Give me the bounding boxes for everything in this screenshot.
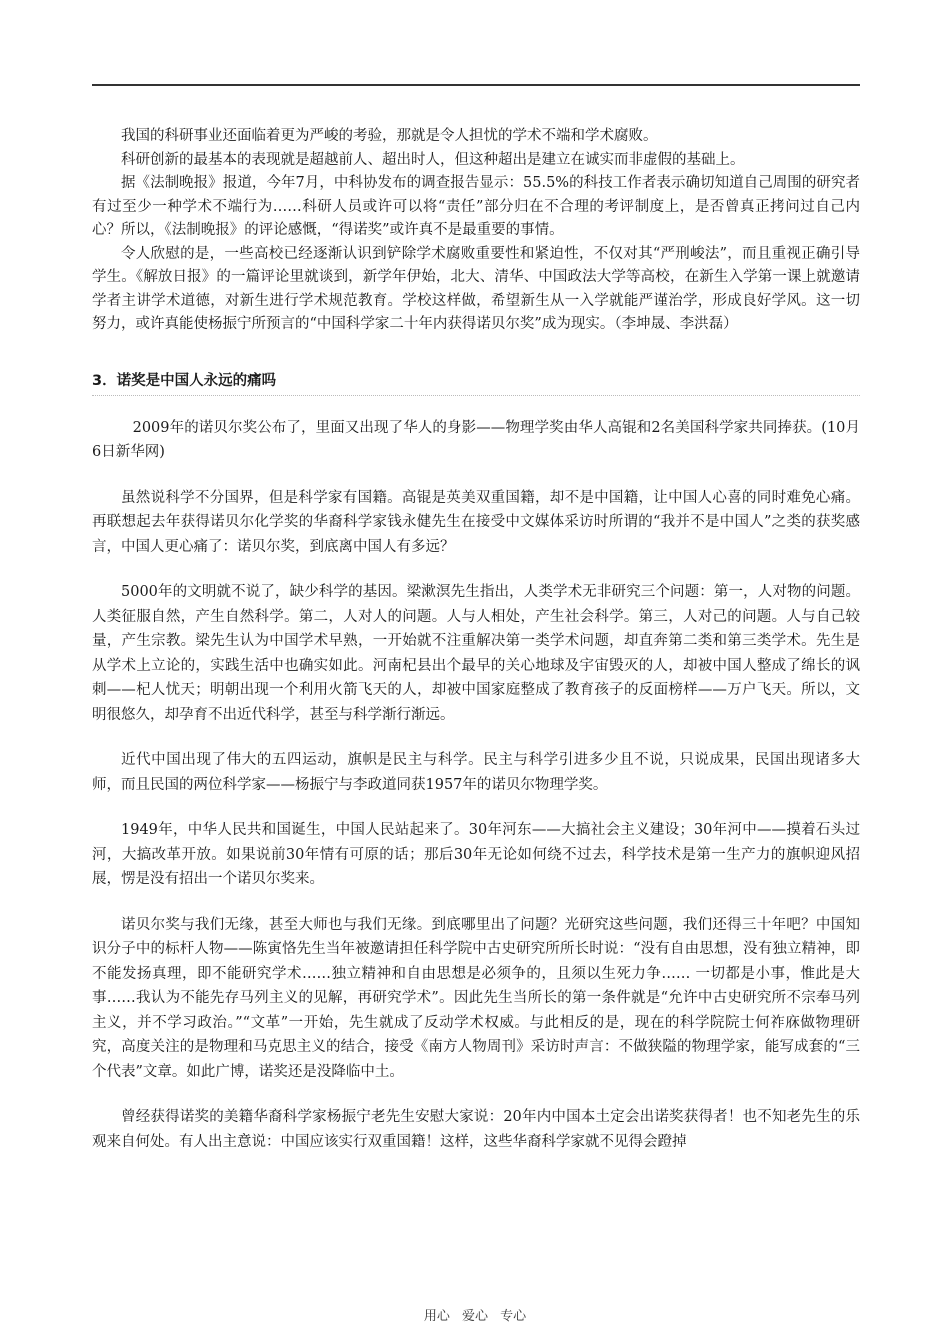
intro-paragraph: 据《法制晚报》报道，今年7月，中科协发布的调查报告显示：55.5%的科技工作者表示确切知道自己周围的研究者有过至少一种学术不端行为……科研人员或许可以将“责任”部分归在不合理的考评制度上，是否曾真正拷问过自己内心？所以，《法制晚报》的评论感慨，“得诺奖”或许真不是最重要的事情。 — [92, 175, 860, 238]
article-paragraph: 5000年的文明就不说了，缺少科学的基因。梁漱溟先生指出，人类学术无非研究三个问题：第一，人对物的问题。人类征服自然，产生自然科学。第二，人对人的问题。人与人相处，产生社会科学。第三，人对己的问题。人与自己较量，产生宗教。梁先生认为中国学术早熟，一开始就不注重解决第一类学术问题，却直奔第二类和第三类学术。先生是从学术上立论的，实践生活中也确实如此。河南杞县出个最早的关心地球及宇宙毁灭的人，却被中国人整成了绵长的讽刺——杞人忧天；明朝出现一个利用火箭飞天的人，却被中国家庭整成了教育孩子的反面榜样——万户飞天。所以，文明很悠久，却孕育不出近代科学，甚至与科学渐行渐远。 — [92, 584, 860, 723]
header-rule — [92, 84, 860, 86]
article-paragraph: 2009年的诺贝尔奖公布了，里面又出现了华人的身影——物理学奖由华人高锟和2名美国科学家共同捧获。(10月6日新华网) — [92, 419, 860, 460]
article-block — [92, 416, 860, 1155]
article-paragraph: 曾经获得诺奖的美籍华裔科学家杨振宁老先生安慰大家说：20年内中国本土定会出诺奖获得者！也不知老先生的乐观来自何处。有人出主意说：中国应该实行双重国籍！这样，这些华裔科学家就不见得会蹬掉 — [92, 1109, 860, 1150]
article-paragraph: 诺贝尔奖与我们无缘，甚至大师也与我们无缘。到底哪里出了问题？光研究这些问题，我们还得三十年吧？中国知识分子中的标杆人物——陈寅恪先生当年被邀请担任科学院中古史研究所所长时说：“没有自由思想，没有独立精神，即不能发扬真理，即不能研究学术……独立精神和自由思想是必须争的，且须以生死力争…… 一切都是小事，惟此是大事……我认为不能先存马列主义的见解，再研究学术”。因此先生当所长的第一条件就是“允许中古史研究所不宗奉马列主义，并不学习政治。”“文革”一开始，先生就成了反动学术权威。与此相反的是，现在的科学院院士何祚庥做物理研究，高度关注的是物理和马克思主义的结合，接受《南方人物周刊》采访时声言：不做狭隘的物理学家，能写成套的“三个代表”文章。如此广博，诺奖还是没降临中土。 — [92, 916, 860, 1080]
intro-paragraph: 令人欣慰的是，一些高校已经逐渐认识到铲除学术腐败重要性和紧迫性，不仅对其“严刑峻法”，而且重视正确引导学生。《解放日报》的一篇评论里就谈到，新学年伊始，北大、清华、中国政法大学等高校，在新生入学第一课上就邀请学者主讲学术道德，对新生进行学术规范教育。学校这样做，希望新生从一入学就能严谨治学，形成良好学风。这一切努力，或许真能使杨振宁所预言的“中国科学家二十年内获得诺贝尔奖”成为现实。（李坤晟、李洪磊） — [92, 245, 860, 332]
section-heading: 3．诺奖是中国人永远的痛吗 — [92, 371, 860, 396]
intro-block — [92, 125, 860, 337]
page-content — [92, 125, 860, 1175]
page-footer: 用心 爱心 专心 — [423, 1309, 527, 1324]
intro-paragraph: 科研创新的最基本的表现就是超越前人、超出时人，但这种超出是建立在诚实而非虚假的基础上。 — [121, 151, 745, 168]
article-paragraph: 1949年，中华人民共和国诞生，中国人民站起来了。30年河东——大搞社会主义建设；30年河中——摸着石头过河，大搞改革开放。如果说前30年情有可原的话；那后30年无论如何绕不过去，科学技术是第一生产力的旗帜迎风招展，愣是没有招出一个诺贝尔奖来。 — [92, 822, 860, 887]
article-paragraph: 近代中国出现了伟大的五四运动，旗帜是民主与科学。民主与科学引进多少且不说，只说成果，民国出现诸多大师，而且民国的两位科学家——杨振宁与李政道同获1957年的诺贝尔物理学奖。 — [92, 752, 860, 793]
article-paragraph: 虽然说科学不分国界，但是科学家有国籍。高锟是英美双重国籍，却不是中国籍，让中国人心喜的同时难免心痛。再联想起去年获得诺贝尔化学奖的华裔科学家钱永健先生在接受中文媒体采访时所谓的“我并不是中国人”之类的获奖感言，中国人更心痛了：诺贝尔奖，到底离中国人有多远？ — [92, 489, 860, 555]
intro-paragraph: 我国的科研事业还面临着更为严峻的考验，那就是令人担忧的学术不端和学术腐败。 — [121, 128, 658, 144]
